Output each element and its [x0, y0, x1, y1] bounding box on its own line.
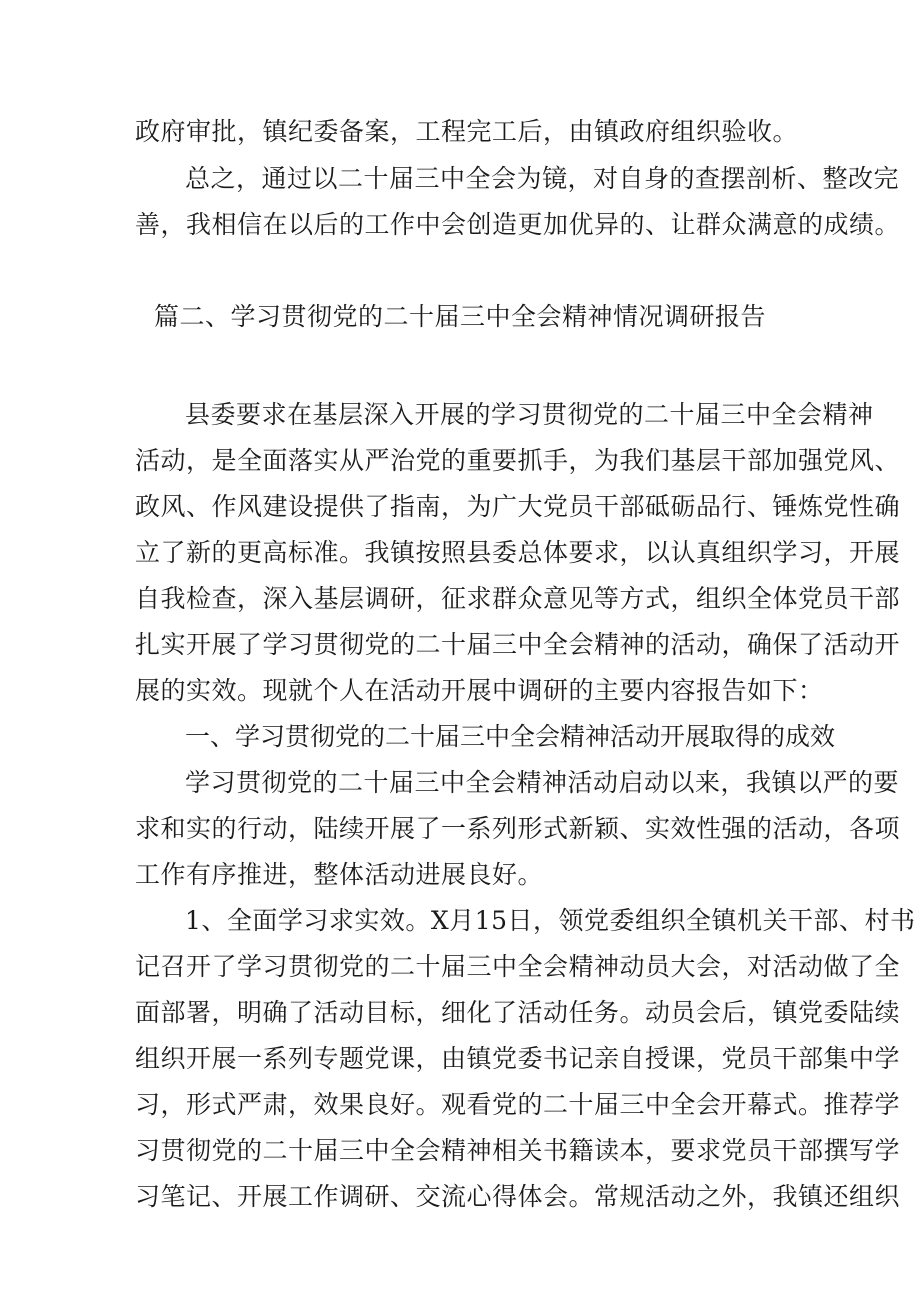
subsection-heading: 一、学习贯彻党的二十届三中全会精神活动开展取得的成效: [185, 722, 836, 751]
text-line: 习笔记、开展工作调研、交流心得体会。常规活动之外，我镇还组织: [135, 1182, 901, 1211]
text-line: 县委要求在基层深入开展的学习贯彻党的二十届三中全会精神: [185, 400, 874, 429]
text-line: 学习贯彻党的二十届三中全会精神活动启动以来，我镇以严的要: [185, 768, 900, 797]
text-line: 展的实效。现就个人在活动开展中调研的主要内容报告如下：: [135, 676, 824, 705]
text-line: 求和实的行动，陆续开展了一系列形式新颖、实效性强的活动，各项: [135, 814, 901, 843]
text-line: 习贯彻党的二十届三中全会精神相关书籍读本，要求党员干部撰写学: [135, 1136, 901, 1165]
section-title: 篇二、学习贯彻党的二十届三中全会精神情况调研报告: [153, 302, 766, 331]
text-line: 善，我相信在以后的工作中会创造更加优异的、让群众满意的成绩。: [135, 210, 901, 239]
text-line: 工作有序推进，整体活动进展良好。: [135, 860, 544, 889]
text-line: 总之，通过以二十届三中全会为镜，对自身的查摆剖析、整改完: [185, 164, 900, 193]
text-line: 立了新的更高标准。我镇按照县委总体要求，以认真组织学习，开展: [135, 538, 901, 567]
text-line: 习，形式严肃，效果良好。观看党的二十届三中全会开幕式。推荐学: [135, 1090, 901, 1119]
text-line: 自我检查，深入基层调研，征求群众意见等方式，组织全体党员干部: [135, 584, 901, 613]
text-line: 政风、作风建设提供了指南，为广大党员干部砥砺品行、锤炼党性确: [135, 492, 901, 521]
text-line: 政府审批，镇纪委备案，工程完工后，由镇政府组织验收。: [135, 117, 799, 146]
text-line: 组织开展一系列专题党课，由镇党委书记亲自授课，党员干部集中学: [135, 1044, 901, 1073]
text-line: 活动，是全面落实从严治党的重要抓手，为我们基层干部加强党风、: [135, 446, 901, 475]
text-line: 面部署，明确了活动目标，细化了活动任务。动员会后，镇党委陆续: [135, 998, 901, 1027]
text-line: 1、全面学习求实效。X月15日，领党委组织全镇机关干部、村书: [185, 906, 916, 935]
text-line: 扎实开展了学习贯彻党的二十届三中全会精神的活动，确保了活动开: [135, 630, 901, 659]
text-line: 记召开了学习贯彻党的二十届三中全会精神动员大会，对活动做了全: [135, 952, 901, 981]
